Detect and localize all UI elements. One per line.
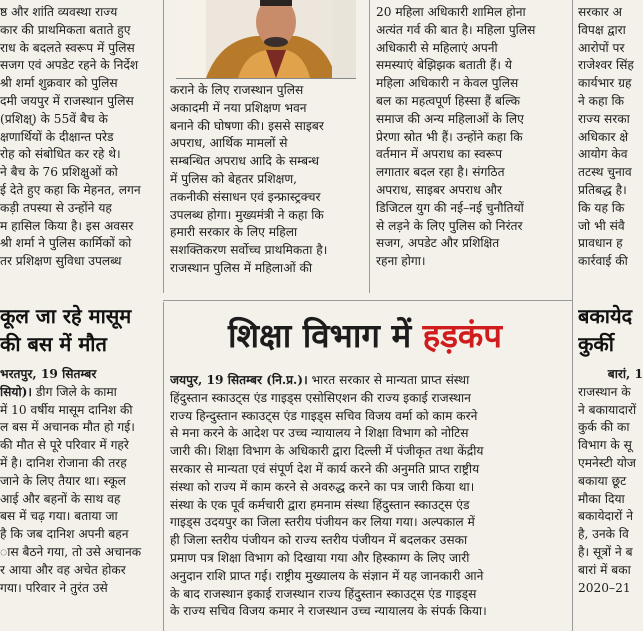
text-line: राध के बदलते स्वरूप में पुलिस (0, 40, 135, 55)
text-line: कार की प्राथमिकता बताते हुए (0, 22, 131, 37)
column1-top-text (0, 4, 158, 271)
column-rule (369, 0, 370, 293)
column2-text (170, 82, 366, 278)
text-line: से लड़ने के लिए पुलिस को निरंतर (376, 218, 523, 233)
text-line: बल का महत्वपूर्ण हिस्सा हैं बल्कि (376, 93, 520, 108)
text-line: मौका दिया (578, 491, 625, 506)
column-rule (572, 0, 573, 631)
text-line: 2020–21 (578, 580, 631, 595)
text-line: बकाया छूट (578, 473, 627, 488)
column4-headline (578, 302, 643, 358)
text-line: समाज की अन्य महिलाओं के लिए (376, 111, 524, 126)
text-line: सम्बन्धित अपराध आदि के सम्बन्ध (170, 154, 319, 169)
text-line: संस्था के एक पूर्व कर्मचारी द्वारा हमनाम संस्था हिंदुस्तान स्काउट्स एंड (170, 497, 470, 512)
text-line: बारां में बका (578, 562, 631, 577)
text-line: कड़ी तपस्या से उन्होंने यह (0, 200, 112, 215)
headline-line: कूल जा रहे मासूम (0, 304, 132, 328)
text-line: वर्तमान में अपराध का स्वरूप (376, 147, 503, 162)
dateline: भरतपुर, 19 सितम्बर (0, 367, 97, 381)
text-line: समस्याएं बेझिझक बताती हैं। ये (376, 58, 512, 73)
text-line: कि यह कि (578, 200, 625, 215)
text-line: लगातार बदल रहा है। संगठित (376, 165, 505, 180)
text-line: र आया और वह अचेत होकर (0, 562, 126, 577)
text-line: प्रतिबद्ध है। (578, 182, 627, 197)
text-line: में 10 वर्षीय मासूम दानिश की (0, 402, 133, 417)
text-line: ष्ठ और शांति व्यवस्था राज्य (0, 5, 118, 19)
column1-headline (0, 302, 160, 358)
text-line: डीग जिले के कामा (32, 384, 117, 399)
text-line: प्रेरणा स्रोत भी हैं। उन्होंने कहा कि (376, 129, 523, 144)
text-line: आरोपों पर (578, 40, 625, 55)
text-line: एमनेस्टी योज (578, 455, 636, 470)
column3-text (376, 4, 568, 271)
text-line: सरकार से मान्यता एवं संपूर्ण देश में कार्य करने की अनुमति प्राप्त राष्ट्रीय (170, 461, 480, 476)
text-line: अकादमी में नया प्रशिक्षण भवन (170, 100, 307, 115)
text-line: राजस्थान के (578, 384, 631, 399)
text-line: से मना करने के आदेश पर उच्च न्यायालय ने शिक्षा विभाग को नोटिस (170, 426, 469, 441)
text-line: हिंदुस्तान स्काउट्स एंड गाइड्स एसोसिएशन की राज्य इकाई राजस्थान (170, 390, 471, 405)
text-line: जाने के लिए तैयार था। स्कूल (0, 473, 126, 488)
text-line: की मौत से पूरे परिवार में गहरे (0, 438, 129, 453)
text-line: महिला अधिकारी न केवल पुलिस (376, 76, 519, 91)
headline-line: कुर्की (578, 332, 614, 356)
text-line: के राज्य सचिव विजय कमार ने राजस्थान उच्च न्यायालय के संपर्क किया। (170, 604, 487, 619)
dateline: जयपुर, 19 सितम्बर (नि.प्र.)। (170, 373, 308, 387)
text-line: है कि जब दानिश अपनी बहन (0, 527, 129, 542)
text-line: अधिकार क्षे (578, 129, 629, 144)
headline-highlight: हड़कंप (422, 316, 502, 355)
text-line: में पुलिस को बेहतर प्रशिक्षण, (170, 171, 298, 186)
text-line: भारत सरकार से मान्यता प्राप्त संस्था (307, 373, 470, 387)
column-rule (163, 302, 164, 631)
text-line: प्रमाण पत्र शिक्षा विभाग को दिखाया गया और हिस्काग्ग के लिए जारी (170, 550, 470, 565)
text-line: में है। दानिश रोजाना की तरह (0, 455, 127, 470)
story-divider (163, 300, 572, 301)
text-line: कराने के लिए राजस्थान पुलिस (170, 83, 304, 97)
text-line: के बाद राजस्थान इकाई राजस्थान राज्य हिंदुस्तान स्काउट्स एंड गाइड्स (170, 586, 477, 601)
headline-line: की बस में मौत (0, 332, 107, 356)
text-line: आयोग केव (578, 147, 628, 162)
text-line: बकायेदारों ने (578, 509, 633, 524)
text-line: कुर्क की का (578, 420, 630, 435)
text-line: अनुदान राशि प्राप्त गई। राष्ट्रीय मुख्यालय के संज्ञान में यह जानकारी आने (170, 568, 484, 583)
text-line: अत्यंत गर्व की बात है। महिला पुलिस (376, 22, 536, 37)
text-line: कार्यभार ग्रह (578, 76, 632, 91)
text-line: है। सूत्रों ने ब (578, 544, 633, 559)
text-line: राजेश्वर सिंह (578, 58, 634, 73)
text-line: सजग, अपडेट और प्रशिक्षित (376, 236, 500, 251)
text-line: अपराध, आर्थिक मामलों से (170, 136, 288, 151)
text-line: कार्रवाई की (578, 254, 628, 269)
text-line: क्षणार्थियों के दीक्षान्त परेड (0, 129, 114, 144)
text-line: राज्य सरका (578, 111, 630, 126)
text-line: सरकार अ (578, 5, 622, 19)
text-line: विभाग के सू (578, 438, 632, 453)
text-line: ास बैठने गया, तो उसे अचानक (0, 544, 142, 559)
news-photo (176, 0, 356, 79)
text-line: हमारी सरकार के लिए महिला (170, 225, 298, 240)
text-line: रहना होगा। (376, 254, 426, 269)
headline-line: बकायेद (578, 304, 633, 328)
text-line: ने कहा कि (578, 93, 625, 108)
text-line: बस में चढ़ गया। बताया जा (0, 509, 118, 524)
text-line: तटस्थ चुनाव (578, 165, 632, 180)
text-line: तकनीकी संसाधन एवं इन्फ्रास्ट्रक्चर (170, 189, 321, 204)
dateline: बारां, 1 (607, 367, 643, 381)
text-line: ल बस में अचानक मौत हो गई। (0, 420, 135, 435)
text-line: बनाने की घोषणा की। इससे साइबर (170, 118, 324, 133)
dateline-source: सियो)। (0, 384, 33, 399)
text-line: जो भी संवै (578, 218, 625, 233)
text-line: उपलब्ध होगा। मुख्यमंत्री ने कहा कि (170, 207, 324, 222)
text-line: रोह को संबोधित कर रहे थे। (0, 147, 121, 162)
column4-top-text (578, 4, 643, 271)
text-line: सशक्तिकरण सर्वोच्च प्राथमिकता है। (170, 243, 328, 258)
headline-text: शिक्षा विभाग में (228, 316, 423, 355)
text-line: दमी जयपुर में राजस्थान पुलिस (0, 93, 134, 108)
text-line: राज्य हिन्दुस्तान स्काउट्स एंड गाइड्स सचिव विजय वर्मा को काम करने (170, 408, 478, 423)
person-photo-icon (176, 0, 356, 78)
text-line: संस्था को राज्य में काम करने से अवरुद्ध करने का पत्र जारी किया था। (170, 479, 475, 494)
text-line: अपराध, साइबर अपराध और (376, 182, 503, 197)
column-rule (163, 0, 164, 293)
text-line: राजस्थान पुलिस में महिलाओं की (170, 260, 313, 275)
text-line: ने बैच के 76 प्रशिक्षुओं को (0, 165, 118, 180)
text-line: ही जिला स्तरीय पंजीयन को राज्य स्तरीय पंजीयन में बदलकर उसका (170, 533, 468, 548)
text-line: (प्रशिक्ष्) के 55वें बैच के (0, 111, 108, 126)
text-line: श्री शर्मा शुक्रवार को पुलिस (0, 76, 118, 91)
text-line: सजग एवं अपडेट रहने के निर्देश (0, 58, 139, 73)
text-line: ने बकायादारों (578, 402, 637, 417)
text-line: जारी की। शिक्षा विभाग के अधिकारी द्वारा दिल्ली में पंजीकृत तथा केंद्रीय (170, 444, 484, 459)
column4-story (578, 366, 643, 597)
text-line: प्रावधान ह (578, 236, 623, 251)
text-line: गया। परिवार ने तुरंत उसे (0, 580, 108, 595)
main-headline (165, 312, 565, 362)
column1-story (0, 366, 158, 597)
text-line: म हासिल किया है। इस अवसर (0, 218, 134, 233)
main-story-body (170, 372, 570, 621)
text-line: तर प्रशिक्षण सुविधा उपलब्ध (0, 254, 122, 269)
text-line: डिजिटल युग की नई–नई चुनौतियों (376, 200, 524, 215)
text-line: ई देते हुए कहा कि मेहनत, लगन (0, 182, 141, 197)
text-line: अधिकारी से महिलाएं अपनी (376, 40, 498, 55)
text-line: आई और बहनों के साथ वह (0, 491, 121, 506)
text-line: है, उनके वि (578, 527, 629, 542)
text-line: श्री शर्मा ने पुलिस कार्मिकों को (0, 236, 132, 251)
text-line: 20 महिला अधिकारी शामिल होना (376, 5, 526, 19)
text-line: गाइड्स उदयपुर का जिला स्तरीय पंजीयन कर लिया गया। अल्पकाल में (170, 515, 475, 530)
text-line: विपक्ष द्वारा (578, 22, 626, 37)
